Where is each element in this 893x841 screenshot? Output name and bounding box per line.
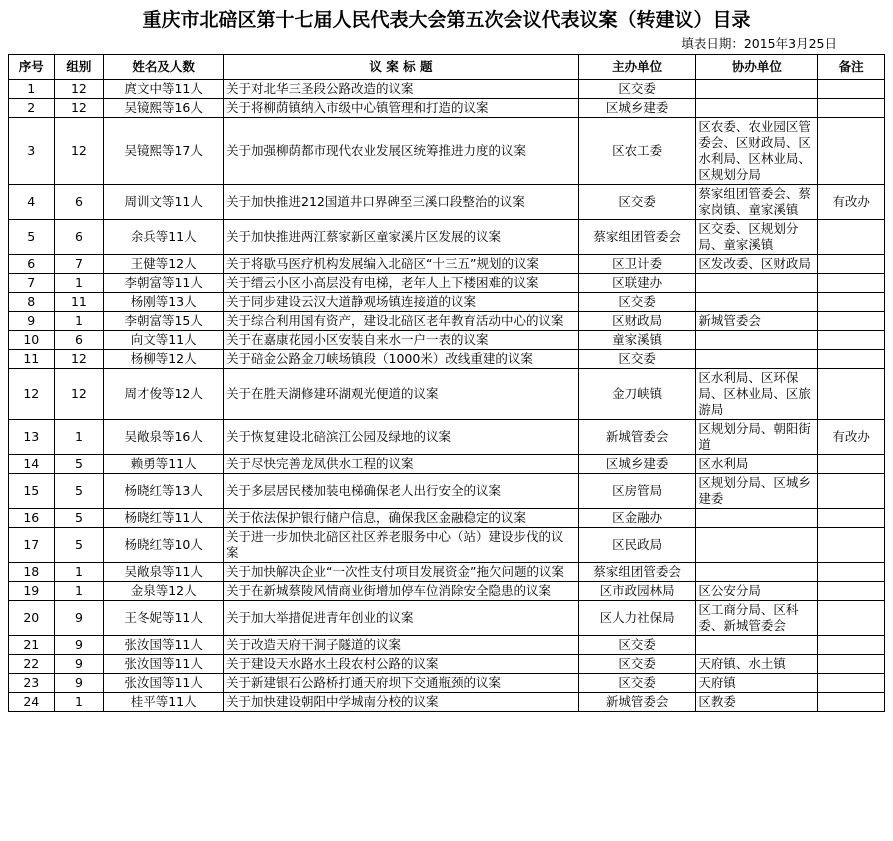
cell-seq: 17 [9,528,55,563]
table-row [9,420,885,455]
table-row [9,674,885,693]
cell-assist [696,331,818,350]
cell-assist [696,509,818,528]
table-header-row [9,55,885,80]
cell-host: 金刀峡镇 [578,369,696,420]
cell-name: 周才俊等12人 [104,369,224,420]
cell-host: 区联建办 [578,274,696,293]
table-row [9,80,885,99]
cell-host: 蔡家组团管委会 [578,563,696,582]
cell-assist [696,99,818,118]
cell-assist: 区规划分局、朝阳街道 [696,420,818,455]
cell-seq: 23 [9,674,55,693]
cell-remark: 有改办 [818,185,885,220]
cell-host: 区交委 [578,80,696,99]
cell-assist: 天府镇、水土镇 [696,655,818,674]
table-row [9,369,885,420]
cell-name: 庹文中等11人 [104,80,224,99]
cell-name: 李朝富等11人 [104,274,224,293]
cell-group: 5 [54,528,104,563]
cell-remark [818,369,885,420]
cell-subject: 关于多层居民楼加装电梯确保老人出行安全的议案 [224,474,579,509]
cell-host: 区城乡建委 [578,99,696,118]
cell-assist: 区交委、区规划分局、童家溪镇 [696,220,818,255]
cell-name: 张汝国等11人 [104,636,224,655]
cell-subject: 关于碚金公路金刀峡场镇段（1000米）改线重建的议案 [224,350,579,369]
cell-remark [818,293,885,312]
cell-seq: 3 [9,118,55,185]
column-header-host: 主办单位 [578,55,696,80]
cell-name: 周训文等11人 [104,185,224,220]
column-header-name: 姓名及人数 [104,55,224,80]
cell-group: 12 [54,99,104,118]
cell-seq: 2 [9,99,55,118]
cell-group: 12 [54,369,104,420]
cell-remark [818,601,885,636]
cell-name: 桂平等11人 [104,693,224,712]
cell-assist [696,80,818,99]
fill-date-line [8,35,885,52]
cell-assist [696,636,818,655]
cell-subject: 关于缙云小区小高层没有电梯，老年人上下楼困难的议案 [224,274,579,293]
cell-seq: 1 [9,80,55,99]
cell-subject: 关于将歇马医疗机构发展编入北碚区“十三五”规划的议案 [224,255,579,274]
cell-host: 区金融办 [578,509,696,528]
cell-group: 5 [54,509,104,528]
cell-host: 童家溪镇 [578,331,696,350]
cell-name: 杨晓红等13人 [104,474,224,509]
cell-name: 王冬妮等11人 [104,601,224,636]
cell-assist: 区农委、农业园区管委会、区财政局、区水利局、区林业局、区规划分局 [696,118,818,185]
cell-group: 9 [54,655,104,674]
table-row [9,636,885,655]
cell-remark [818,99,885,118]
cell-name: 杨晓红等10人 [104,528,224,563]
cell-name: 赖勇等11人 [104,455,224,474]
cell-remark [818,674,885,693]
column-header-subject: 议 案 标 题 [224,55,579,80]
cell-group: 6 [54,185,104,220]
cell-remark [818,118,885,185]
cell-seq: 22 [9,655,55,674]
table-row [9,563,885,582]
cell-host: 区房管局 [578,474,696,509]
cell-group: 1 [54,582,104,601]
cell-assist: 区规划分局、区城乡建委 [696,474,818,509]
column-header-assist: 协办单位 [696,55,818,80]
cell-subject: 关于对北华三圣段公路改造的议案 [224,80,579,99]
cell-assist: 区发改委、区财政局 [696,255,818,274]
cell-group: 5 [54,455,104,474]
cell-group: 11 [54,293,104,312]
cell-host: 区财政局 [578,312,696,331]
cell-subject: 关于加快推进212国道井口界碑至三溪口段整治的议案 [224,185,579,220]
cell-subject: 关于恢复建设北碚滨江公园及绿地的议案 [224,420,579,455]
cell-seq: 4 [9,185,55,220]
cell-group: 1 [54,420,104,455]
cell-assist [696,350,818,369]
cell-name: 杨晓红等11人 [104,509,224,528]
cell-subject: 关于建设天水路水土段农村公路的议案 [224,655,579,674]
cell-subject: 关于在新城蔡陵风情商业街增加停车位消除安全隐患的议案 [224,582,579,601]
cell-seq: 16 [9,509,55,528]
cell-remark [818,636,885,655]
table-row [9,331,885,350]
table-row [9,220,885,255]
cell-subject: 关于加强柳荫都市现代农业发展区统筹推进力度的议案 [224,118,579,185]
cell-assist: 蔡家组团管委会、蔡家岗镇、童家溪镇 [696,185,818,220]
cell-assist: 区水利局、区环保局、区林业局、区旅游局 [696,369,818,420]
cell-seq: 13 [9,420,55,455]
cell-subject: 关于同步建设云汉大道静观场镇连接道的议案 [224,293,579,312]
cell-group: 1 [54,693,104,712]
table-row [9,118,885,185]
cell-host: 区市政园林局 [578,582,696,601]
page-title: 重庆市北碚区第十七届人民代表大会第五次会议代表议案（转建议）目录 [142,9,751,31]
cell-seq: 21 [9,636,55,655]
cell-subject: 关于加快建设朝阳中学城南分校的议案 [224,693,579,712]
cell-remark [818,274,885,293]
table-row [9,693,885,712]
cell-assist [696,528,818,563]
cell-group: 1 [54,274,104,293]
cell-remark [818,255,885,274]
cell-subject: 关于新建银石公路桥打通天府坝下交通瓶颈的议案 [224,674,579,693]
proposal-directory-table [8,54,885,712]
column-header-group: 组别 [54,55,104,80]
cell-seq: 11 [9,350,55,369]
cell-remark [818,312,885,331]
cell-assist: 区水利局 [696,455,818,474]
cell-host: 区卫计委 [578,255,696,274]
table-row [9,474,885,509]
cell-name: 张汝国等11人 [104,655,224,674]
cell-group: 1 [54,563,104,582]
cell-seq: 19 [9,582,55,601]
cell-name: 李朝富等15人 [104,312,224,331]
table-row [9,99,885,118]
table-row [9,255,885,274]
cell-assist: 天府镇 [696,674,818,693]
cell-remark [818,80,885,99]
cell-seq: 15 [9,474,55,509]
table-row [9,601,885,636]
cell-remark [818,655,885,674]
table-row [9,655,885,674]
table-row [9,274,885,293]
cell-assist: 区公安分局 [696,582,818,601]
cell-host: 蔡家组团管委会 [578,220,696,255]
cell-remark [818,563,885,582]
cell-remark [818,693,885,712]
cell-name: 吴敞泉等11人 [104,563,224,582]
cell-remark [818,220,885,255]
cell-subject: 关于依法保护银行储户信息，确保我区金融稳定的议案 [224,509,579,528]
cell-name: 吴镜熙等16人 [104,99,224,118]
cell-name: 金泉等12人 [104,582,224,601]
cell-subject: 关于将柳荫镇纳入市级中心镇管理和打造的议案 [224,99,579,118]
cell-remark: 有改办 [818,420,885,455]
table-body [9,80,885,712]
cell-name: 杨刚等13人 [104,293,224,312]
cell-remark [818,474,885,509]
cell-group: 9 [54,674,104,693]
column-header-remark: 备注 [818,55,885,80]
cell-seq: 10 [9,331,55,350]
table-row [9,350,885,369]
cell-name: 余兵等11人 [104,220,224,255]
cell-seq: 12 [9,369,55,420]
cell-name: 张汝国等11人 [104,674,224,693]
cell-host: 区城乡建委 [578,455,696,474]
cell-seq: 14 [9,455,55,474]
cell-subject: 关于加快解决企业“一次性支付项目发展资金”拖欠问题的议案 [224,563,579,582]
cell-host: 新城管委会 [578,420,696,455]
cell-remark [818,331,885,350]
cell-group: 12 [54,118,104,185]
cell-seq: 9 [9,312,55,331]
cell-host: 新城管委会 [578,693,696,712]
cell-remark [818,455,885,474]
cell-group: 12 [54,350,104,369]
table-row [9,312,885,331]
fill-date-label: 填表日期： [681,36,744,51]
cell-remark [818,528,885,563]
table-row [9,582,885,601]
cell-subject: 关于加大举措促进青年创业的议案 [224,601,579,636]
cell-subject: 关于进一步加快北碚区社区养老服务中心（站）建设步伐的议案 [224,528,579,563]
cell-host: 区交委 [578,293,696,312]
cell-host: 区交委 [578,655,696,674]
cell-group: 9 [54,636,104,655]
cell-assist: 区教委 [696,693,818,712]
cell-group: 12 [54,80,104,99]
table-row [9,509,885,528]
cell-name: 吴敞泉等16人 [104,420,224,455]
cell-subject: 关于改造天府干洞子隧道的议案 [224,636,579,655]
cell-seq: 18 [9,563,55,582]
cell-subject: 关于综合利用国有资产，建设北碚区老年教育活动中心的议案 [224,312,579,331]
cell-host: 区农工委 [578,118,696,185]
cell-subject: 关于在胜天湖修建环湖观光便道的议案 [224,369,579,420]
table-row [9,528,885,563]
cell-host: 区民政局 [578,528,696,563]
cell-host: 区人力社保局 [578,601,696,636]
table-row [9,185,885,220]
cell-group: 6 [54,331,104,350]
cell-assist: 新城管委会 [696,312,818,331]
cell-seq: 5 [9,220,55,255]
cell-host: 区交委 [578,674,696,693]
cell-host: 区交委 [578,636,696,655]
cell-seq: 24 [9,693,55,712]
cell-host: 区交委 [578,185,696,220]
table-row [9,293,885,312]
cell-group: 6 [54,220,104,255]
cell-name: 杨柳等12人 [104,350,224,369]
fill-date-value: 2015年3月25日 [743,36,837,51]
cell-assist: 区工商分局、区科委、新城管委会 [696,601,818,636]
column-header-seq: 序号 [9,55,55,80]
cell-group: 7 [54,255,104,274]
cell-group: 5 [54,474,104,509]
cell-subject: 关于加快推进两江蔡家新区童家溪片区发展的议案 [224,220,579,255]
cell-group: 9 [54,601,104,636]
cell-assist [696,274,818,293]
cell-name: 吴镜熙等17人 [104,118,224,185]
cell-assist [696,293,818,312]
cell-subject: 关于尽快完善龙凤供水工程的议案 [224,455,579,474]
cell-seq: 8 [9,293,55,312]
cell-seq: 6 [9,255,55,274]
cell-remark [818,582,885,601]
table-row [9,455,885,474]
cell-remark [818,350,885,369]
cell-subject: 关于在嘉康花园小区安装自来水一户一表的议案 [224,331,579,350]
cell-remark [818,509,885,528]
cell-name: 向文等11人 [104,331,224,350]
cell-name: 王健等12人 [104,255,224,274]
cell-group: 1 [54,312,104,331]
cell-seq: 20 [9,601,55,636]
cell-assist [696,563,818,582]
cell-host: 区交委 [578,350,696,369]
cell-seq: 7 [9,274,55,293]
